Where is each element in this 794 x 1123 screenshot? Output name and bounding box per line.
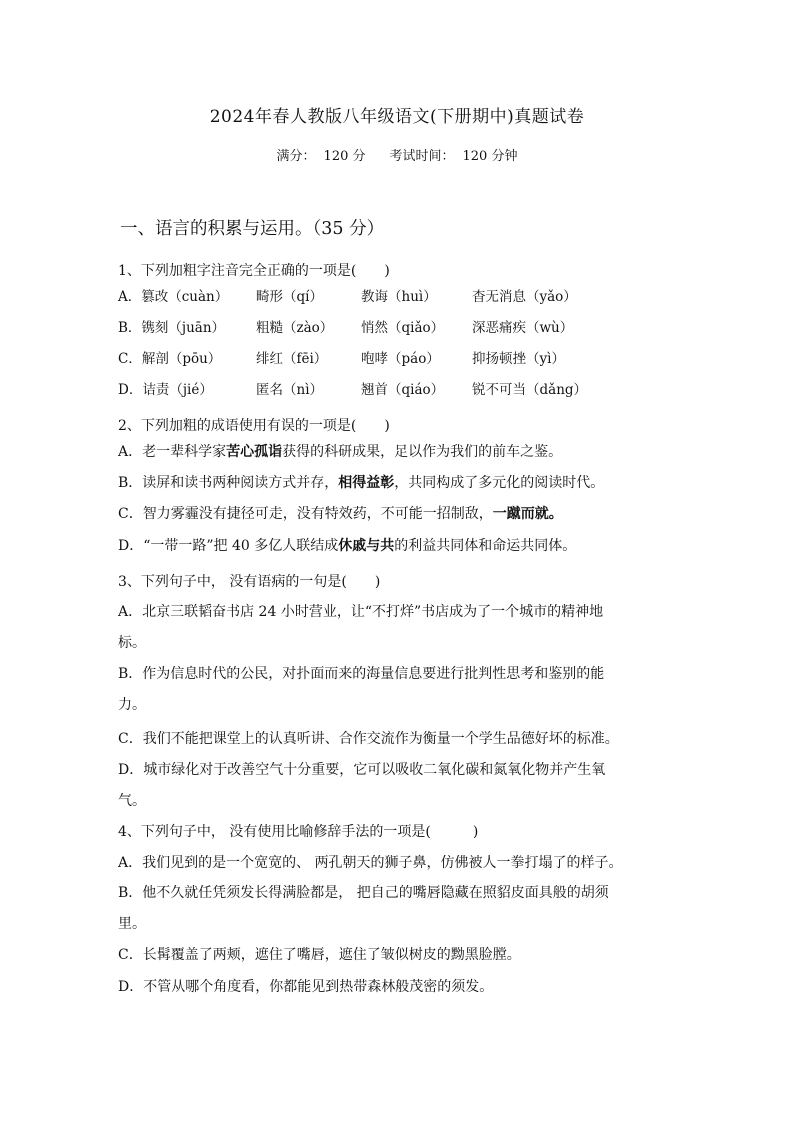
q2-b-idiom: 相得益彰 — [338, 475, 395, 491]
q1-b-1: B．镌刻（juān） — [118, 320, 226, 336]
q2-d-idiom: 休戚与共 — [338, 538, 395, 554]
full-score-label: 满分： — [276, 149, 316, 164]
full-score-value: 120 分 — [323, 149, 366, 164]
q1-b-4: 深恶痛疾（wù） — [472, 320, 574, 336]
q3-option-a-line1: A．北京三联韬奋书店 24 小时营业，让“不打烊”书店成为了一个城市的精神地 — [118, 604, 604, 620]
exam-title: 2024年春人教版八年级语文(下册期中)真题试卷 — [209, 107, 585, 127]
q2-a-idiom: 苦心孤诣 — [226, 444, 283, 460]
q3-option-b-line1: B．作为信息时代的公民，对扑面而来的海量信息要进行批判性思考和鉴别的能 — [118, 666, 605, 682]
time-value: 120 分钟 — [462, 149, 518, 164]
q1-a-2: 畸形（qí） — [256, 289, 323, 305]
q3-stem: 3、下列句子中， 没有语病的一句是( ) — [118, 574, 381, 590]
q2-stem: 2、下列加粗的成语使用有误的一项是( ) — [118, 418, 390, 434]
q3-option-b-line2: 力。 — [118, 697, 146, 713]
q2-option-a — [118, 441, 562, 461]
q1-a-3: 教诲（huì） — [361, 289, 437, 305]
q2-c-pre: C．智力雾霾没有捷径可走，没有特效药，不可能一招制敌， — [118, 506, 493, 522]
q1-c-3: 咆哮（páo） — [361, 351, 440, 367]
exam-meta — [0, 145, 794, 164]
q2-c-idiom: 一蹴而就。 — [492, 506, 563, 522]
q2-a-pre: A．老一辈科学家 — [118, 444, 227, 460]
q4-option-d: D．不管从哪个角度看，你都能见到热带森林般茂密的须发。 — [118, 979, 494, 995]
section-1-title: 一、语言的积累与运用。（35 分） — [120, 219, 385, 239]
q1-option-c — [118, 347, 565, 367]
q2-b-post: ，共同构成了多元化的阅读时代。 — [394, 475, 605, 491]
q1-d-1: D．诘责（jié） — [118, 382, 213, 398]
q1-d-2: 匿名（nì） — [256, 382, 324, 398]
q1-option-a — [118, 285, 577, 305]
q4-option-c: C．长髯覆盖了两颊，遮住了嘴唇，遮住了皱似树皮的黝黑脸膛。 — [118, 947, 521, 963]
time-label: 考试时间： — [389, 149, 455, 164]
q1-b-2: 粗糙（zào） — [256, 320, 334, 336]
q2-option-c — [118, 503, 563, 523]
q2-a-post: 获得的科研成果，足以作为我们的前车之鉴。 — [282, 444, 563, 460]
q3-option-d-line1: D．城市绿化对于改善空气十分重要，它可以吸收二氧化碳和氮氧化物并产生氧 — [118, 762, 606, 778]
q3-option-a-line2: 标。 — [118, 635, 146, 651]
q3-option-c: C．我们不能把课堂上的认真听讲、合作交流作为衡量一个学生品德好坏的标准。 — [118, 731, 619, 747]
q3-option-d-line2: 气。 — [118, 793, 146, 809]
q2-b-pre: B．读屏和读书两种阅读方式并存， — [118, 475, 339, 491]
q1-d-3: 翘首（qiáo） — [361, 382, 445, 398]
q1-stem: 1、下列加粗字注音完全正确的一项是( ) — [118, 263, 390, 279]
q4-option-b-line1: B．他不久就任凭须发长得满脸都是， 把自己的嘴唇隐藏在照貂皮面具般的胡须 — [118, 885, 609, 901]
q2-option-d — [118, 535, 576, 555]
q2-d-post: 的利益共同体和命运共同体。 — [394, 538, 577, 554]
q1-d-4: 锐不可当（dǎng） — [472, 382, 588, 398]
q4-option-a: A．我们见到的是一个宽宽的、 两孔朝天的狮子鼻，仿佛被人一拳打塌了的样子。 — [118, 855, 623, 871]
q1-option-b — [118, 316, 573, 336]
q1-a-4: 杳无消息（yǎo） — [472, 289, 577, 305]
q2-option-b — [118, 472, 604, 492]
q4-option-b-line2: 里。 — [118, 916, 146, 932]
q4-stem: 4、下列句子中， 没有使用比喻修辞手法的一项是( ) — [118, 824, 479, 840]
q1-b-3: 悄然（qiǎo） — [361, 320, 445, 336]
q1-a-1: A．篡改（cuàn） — [118, 289, 229, 305]
q2-d-pre: D．“一带一路”把 40 多亿人联结成 — [118, 538, 339, 554]
q1-option-d — [118, 378, 587, 398]
q1-c-1: C．解剖（pōu） — [118, 351, 222, 367]
q1-c-4: 抑扬顿挫（yì） — [472, 351, 565, 367]
q1-c-2: 绯红（fēi） — [256, 351, 328, 367]
